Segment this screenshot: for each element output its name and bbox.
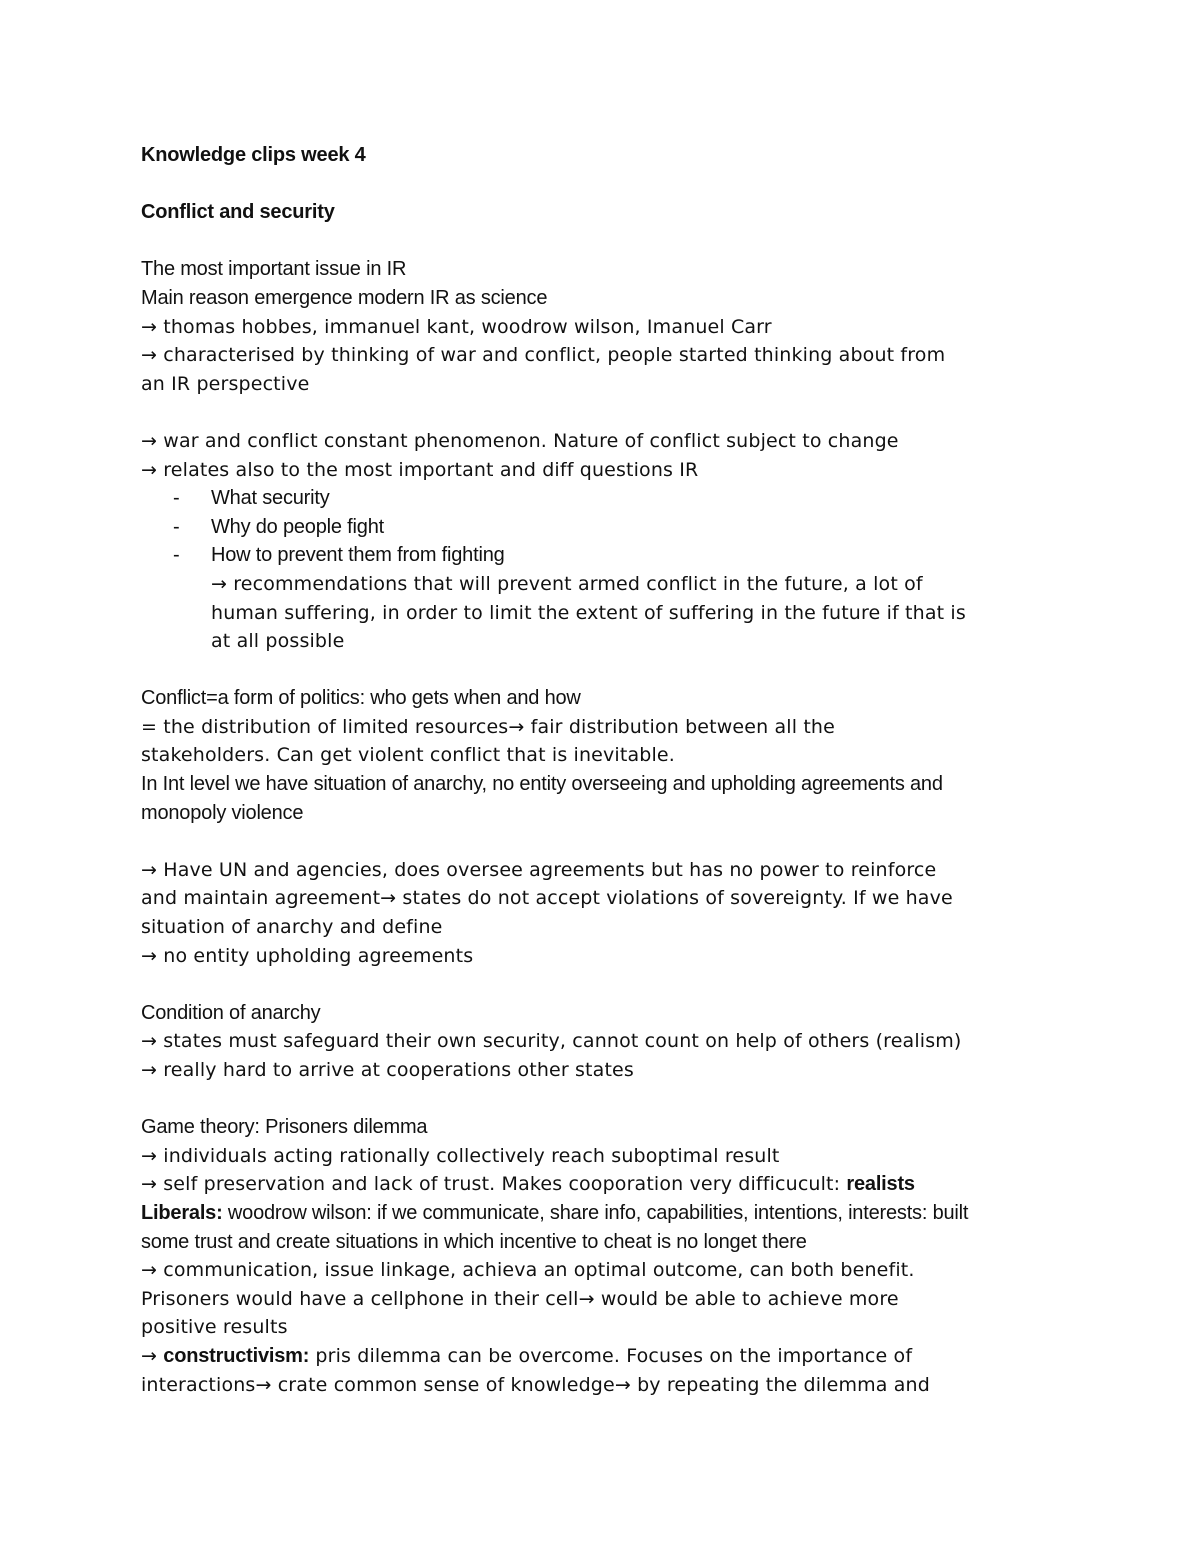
- text-line: In Int level we have situation of anarchy, no entity overseeing and upholding agreements and: [141, 773, 943, 796]
- text-run: pris dilemma can be overcome. Focuses on the importance of: [309, 1344, 913, 1367]
- indented-line: at all possible: [211, 630, 345, 653]
- bullet-item: [141, 541, 1071, 570]
- spacer: [141, 970, 1071, 999]
- text-line: monopoly violence: [141, 801, 304, 824]
- text-line: and maintain agreement→ states do not accept violations of sovereignty. If we have: [141, 887, 953, 910]
- bold-term: realists: [846, 1173, 915, 1196]
- bold-term: Liberals:: [141, 1201, 223, 1224]
- text-line: interactions→ crate common sense of knowledge→ by repeating the dilemma and: [141, 1373, 930, 1396]
- text-line: Conflict=a form of politics: who gets when and how: [141, 687, 581, 710]
- text-line: → communication, issue linkage, achieva an optimal outcome, can both benefit.: [141, 1259, 915, 1282]
- text-line: → characterised by thinking of war and conflict, people started thinking about from: [141, 344, 946, 367]
- text-line: situation of anarchy and define: [141, 916, 443, 939]
- text-run: →: [141, 1344, 164, 1367]
- text-line: an IR perspective: [141, 372, 310, 395]
- bullet-text: What security: [211, 487, 330, 510]
- text-line: → really hard to arrive at cooperations other states: [141, 1059, 634, 1081]
- spacer: [141, 827, 1071, 856]
- bullet-text: Why do people fight: [211, 515, 384, 538]
- text-line: → thomas hobbes, immanuel kant, woodrow wilson, Imanuel Carr: [141, 315, 772, 338]
- spacer: [141, 1085, 1071, 1114]
- spacer: [141, 170, 1071, 199]
- text-run: → self preservation and lack of trust. Makes cooporation very difficucult:: [141, 1173, 847, 1196]
- text-line: → Have UN and agencies, does oversee agreements but has no power to reinforce: [141, 858, 937, 881]
- text-line: = the distribution of limited resources→ fair distribution between all the: [141, 715, 835, 738]
- bullet-item: [141, 484, 1071, 513]
- bullet-item: [141, 513, 1071, 542]
- bold-term: constructivism:: [163, 1344, 310, 1367]
- document-title: Knowledge clips week 4: [141, 144, 366, 166]
- text-line: → states must safeguard their own security, cannot count on help of others (realism): [141, 1030, 962, 1053]
- bullet-dash: -: [173, 515, 180, 538]
- text-line: [141, 1199, 1071, 1228]
- text-line: → individuals acting rationally collectively reach suboptimal result: [141, 1144, 780, 1167]
- text-line: → no entity upholding agreements: [141, 944, 474, 967]
- text-line: some trust and create situations in which incentive to cheat is no longet there: [141, 1230, 807, 1253]
- bullet-text: How to prevent them from fighting: [211, 544, 505, 567]
- text-line: [141, 1342, 1071, 1371]
- text-line: stakeholders. Can get violent conflict that is inevitable.: [141, 744, 675, 767]
- text-line: Prisoners would have a cellphone in their cell→ would be able to achieve more: [141, 1287, 899, 1310]
- text-run: woodrow wilson: if we communicate, share info, capabilities, intentions, interests: built: [222, 1201, 969, 1224]
- text-line: [141, 1170, 1071, 1199]
- indented-line: → recommendations that will prevent armed conflict in the future, a lot of: [211, 572, 923, 595]
- spacer: [141, 398, 1071, 427]
- text-line: Main reason emergence modern IR as science: [141, 286, 548, 309]
- indented-line: human suffering, in order to limit the extent of suffering in the future if that is: [211, 601, 966, 624]
- document-page: [141, 141, 1071, 1399]
- text-line: Condition of anarchy: [141, 1001, 321, 1024]
- bullet-dash: -: [173, 487, 180, 510]
- text-line: → war and conflict constant phenomenon. Nature of conflict subject to change: [141, 429, 899, 452]
- text-line: The most important issue in IR: [141, 258, 407, 281]
- spacer: [141, 227, 1071, 256]
- section-heading: Conflict and security: [141, 201, 335, 224]
- text-line: positive results: [141, 1316, 288, 1339]
- text-line: Game theory: Prisoners dilemma: [141, 1116, 428, 1139]
- spacer: [141, 656, 1071, 685]
- text-line: → relates also to the most important and diff questions IR: [141, 458, 699, 481]
- bullet-dash: -: [173, 544, 180, 567]
